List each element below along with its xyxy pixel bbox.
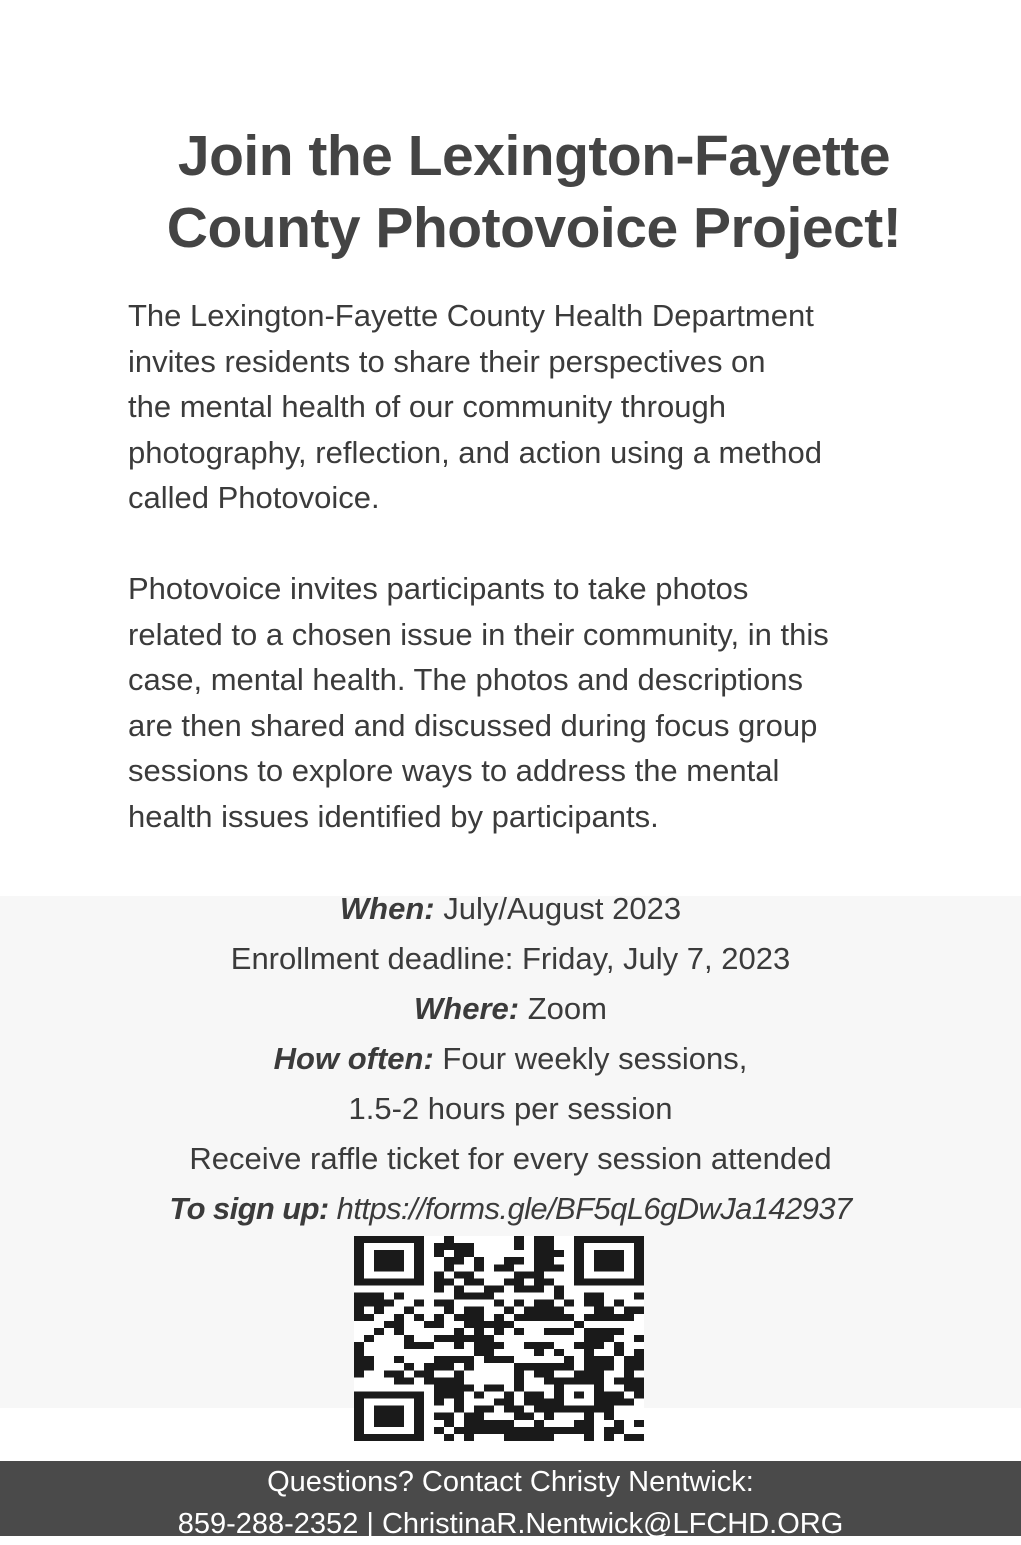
when-line <box>0 884 1021 934</box>
signup-link[interactable]: https://forms.gle/BF5qL6gDwJa142937 <box>328 1191 852 1226</box>
qr-code-icon[interactable] <box>354 1236 644 1441</box>
how-often-value: Four weekly sessions, <box>433 1041 748 1076</box>
how-often-label: How often: <box>273 1041 434 1076</box>
when-value: July/August 2023 <box>434 891 682 926</box>
flyer-title <box>0 120 1021 264</box>
paragraph-line: health issues identified by participants. <box>128 798 659 834</box>
paragraph-line: case, mental health. The photos and descriptions <box>128 662 803 697</box>
how-often-line <box>0 1034 1021 1084</box>
raffle-note: Receive raffle ticket for every session attended <box>189 1141 832 1176</box>
paragraph-line: are then shared and discussed during focus group <box>128 707 818 743</box>
contact-footer <box>0 1461 1021 1540</box>
paragraph-line: sessions to explore ways to address the mental <box>128 753 780 788</box>
title-line-2: County Photovoice Project! <box>166 196 902 260</box>
where-line <box>0 984 1021 1034</box>
session-duration: 1.5-2 hours per session <box>348 1091 673 1126</box>
paragraph-line: the mental health of our community through <box>128 389 726 424</box>
intro-paragraph-2 <box>128 566 908 839</box>
enrollment-deadline: Enrollment deadline: Friday, July 7, 2023 <box>230 941 791 976</box>
paragraph-line: Photovoice invites participants to take photos <box>128 571 749 606</box>
paragraph-line: The Lexington-Fayette County Health Department <box>128 298 814 333</box>
title-line-1: Join the Lexington-Fayette <box>177 124 891 188</box>
event-details <box>0 884 1021 1234</box>
paragraph-line: called Photovoice. <box>128 480 380 515</box>
paragraph-line: photography, reflection, and action using a method <box>128 434 822 470</box>
signup-line <box>0 1184 1021 1234</box>
where-value: Zoom <box>519 991 607 1026</box>
where-label: Where: <box>414 991 520 1026</box>
signup-label: To sign up: <box>169 1191 329 1226</box>
paragraph-line: related to a chosen issue in their community, in this <box>128 616 829 652</box>
footer-contact[interactable]: 859-288-2352 | ChristinaR.Nentwick@LFCHD.ORG <box>177 1508 844 1540</box>
footer-questions: Questions? Contact Christy Nentwick: <box>267 1466 754 1498</box>
when-label: When: <box>339 891 435 926</box>
intro-paragraph-1 <box>128 293 908 521</box>
paragraph-line: invites residents to share their perspectives on <box>128 343 766 379</box>
